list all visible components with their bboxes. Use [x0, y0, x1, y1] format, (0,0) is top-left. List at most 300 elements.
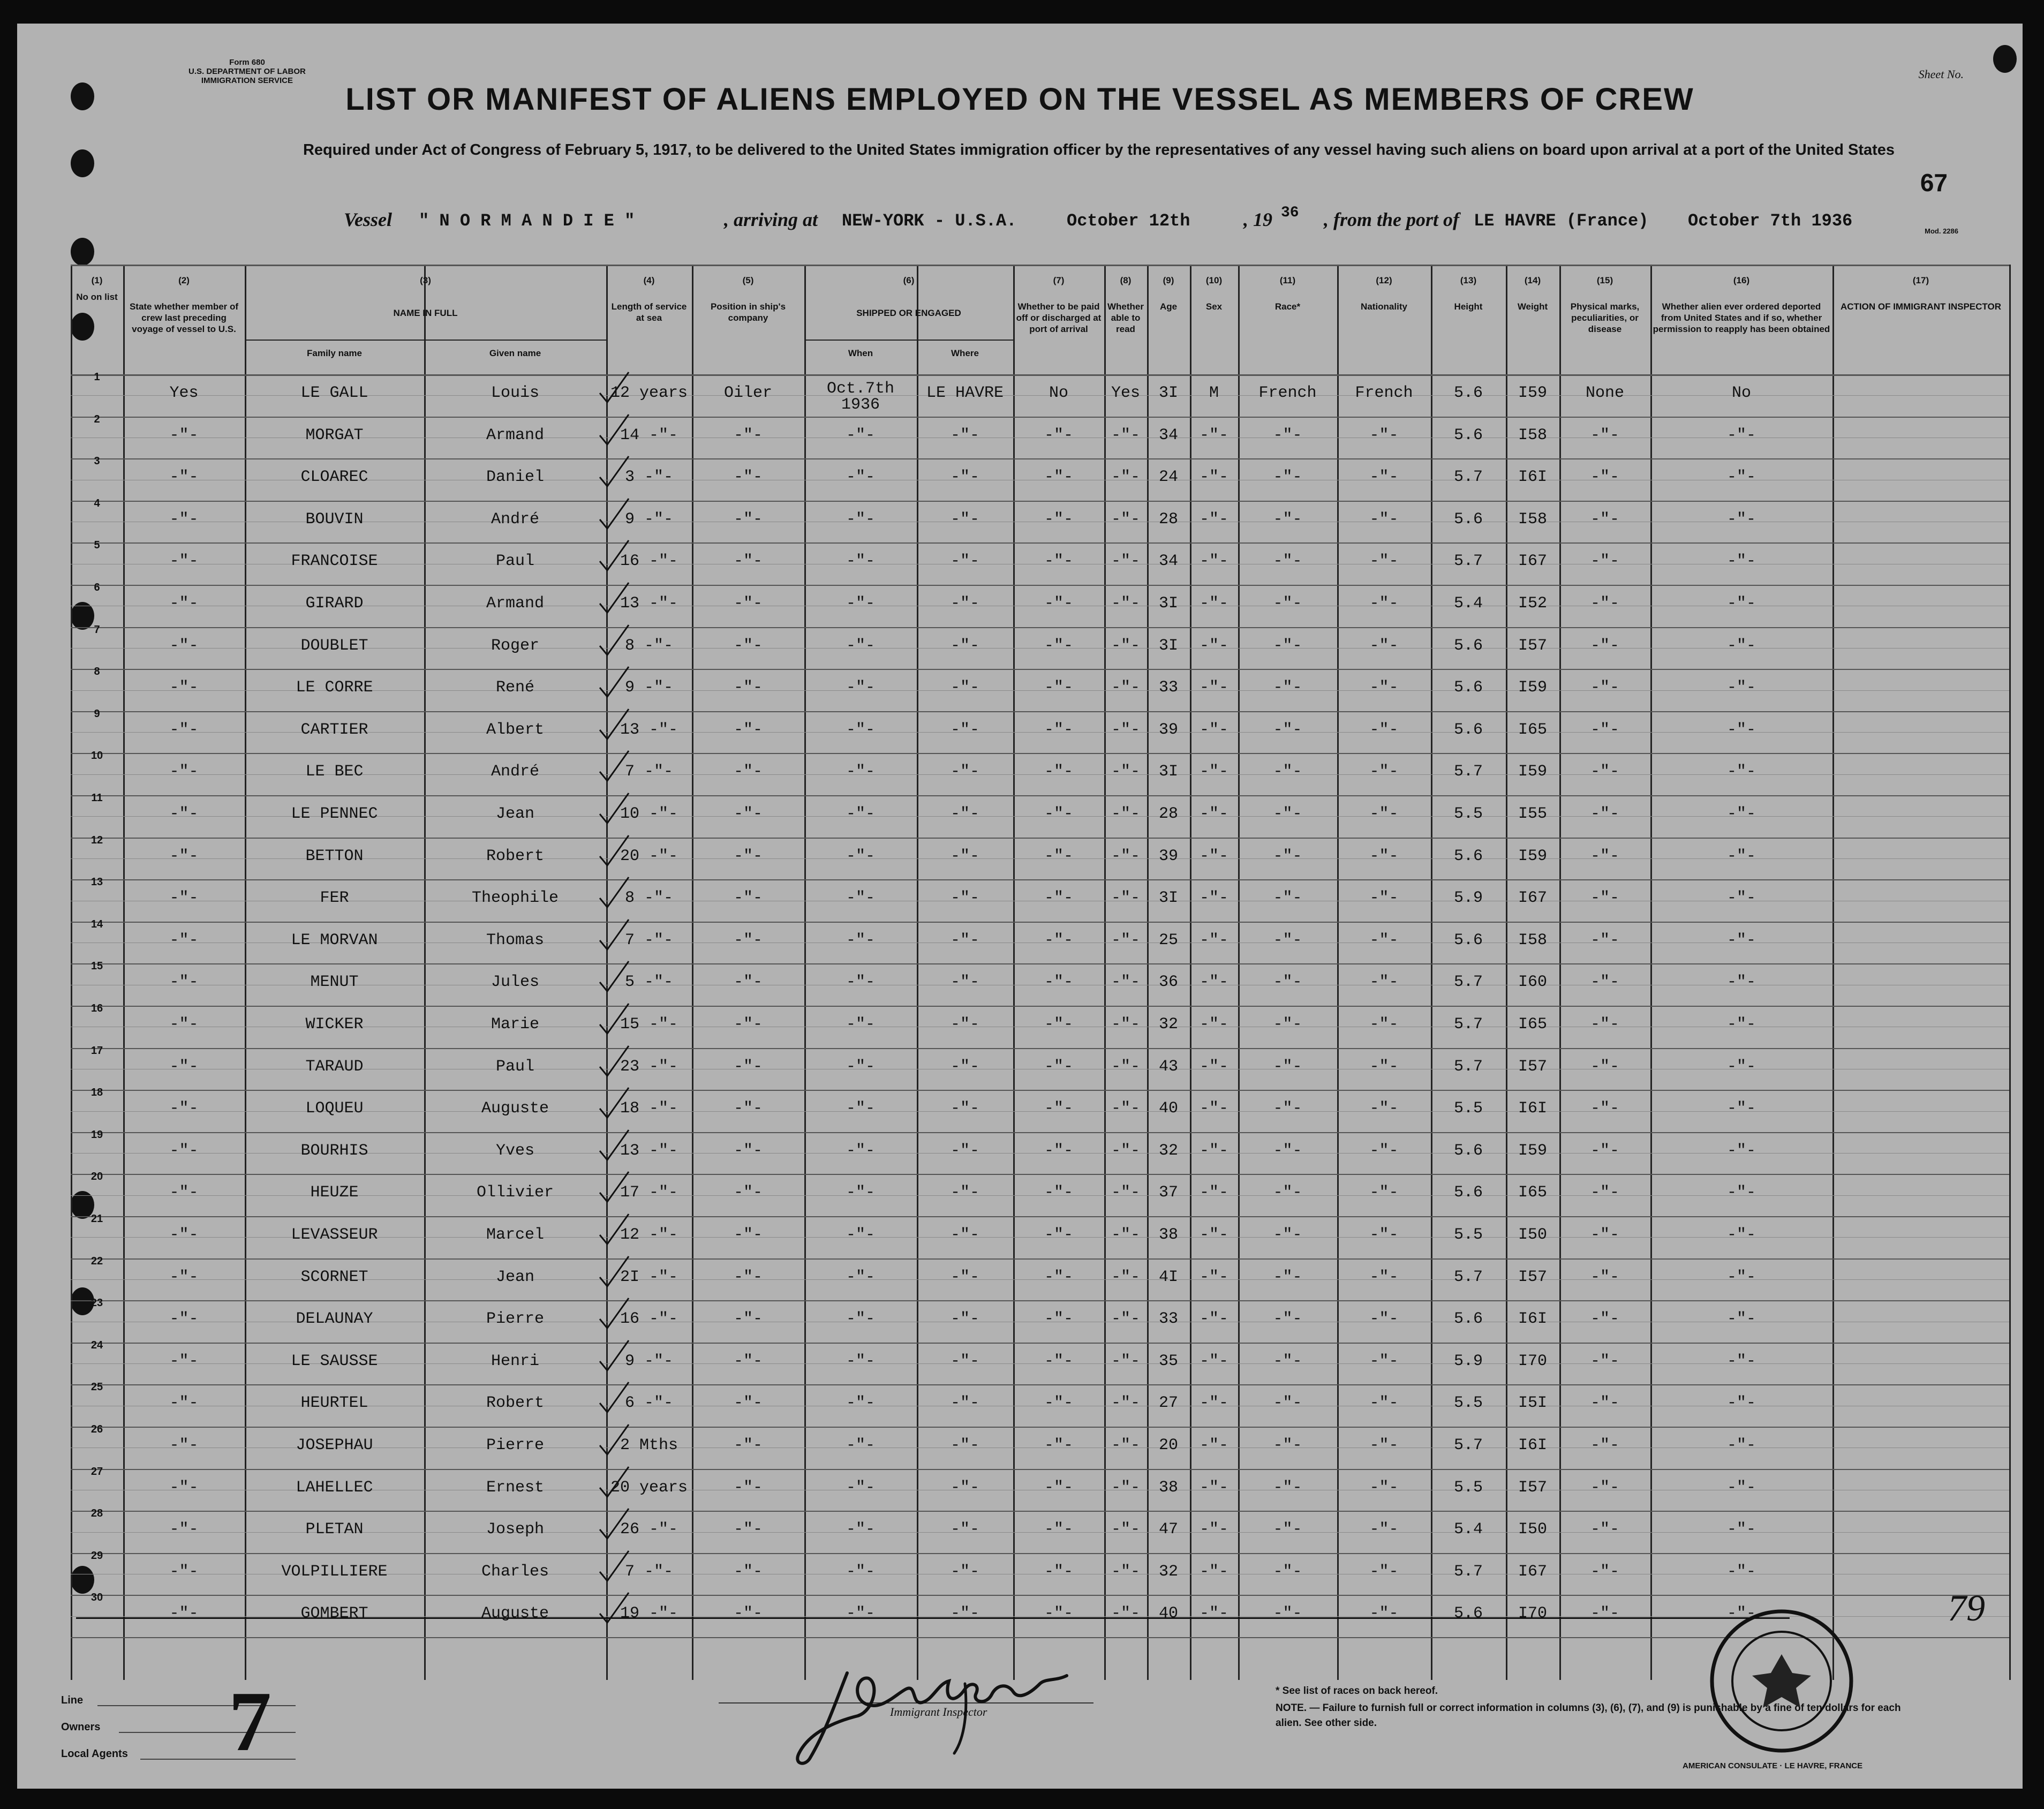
- cell-deported: -"-: [1726, 973, 1756, 992]
- cell-service: 20 -"-: [620, 847, 678, 865]
- cell-read: -"-: [1111, 1268, 1140, 1286]
- cell-nat: -"-: [1369, 889, 1399, 908]
- cell-deported: -"-: [1726, 1015, 1756, 1034]
- punch-hole-icon: [1993, 45, 2017, 73]
- header-number-weight: (14): [1524, 275, 1541, 285]
- cell-deported: -"-: [1726, 889, 1756, 908]
- cell-position: -"-: [733, 720, 763, 739]
- cell-prev: -"-: [169, 1310, 199, 1329]
- cell-sex: -"-: [1199, 1562, 1228, 1581]
- grid-row-line: [71, 1511, 2009, 1512]
- cell-age: 25: [1158, 931, 1178, 949]
- cell-deported: -"-: [1726, 679, 1756, 697]
- cell-age: 32: [1158, 1141, 1178, 1160]
- header-number-service: (4): [643, 275, 655, 285]
- cell-nat: -"-: [1369, 1310, 1399, 1329]
- cell-read: Yes: [1111, 384, 1140, 402]
- margin-handwritten-mark: 79: [1948, 1588, 1985, 1629]
- cell-prev: -"-: [169, 1057, 199, 1076]
- cell-family: HEURTEL: [300, 1394, 368, 1413]
- cell-service: 13 -"-: [620, 1141, 678, 1160]
- cell-family: FRANCOISE: [291, 552, 378, 571]
- cell-marks: -"-: [1590, 889, 1619, 908]
- cell-deported: -"-: [1726, 1352, 1756, 1370]
- cell-marks: -"-: [1590, 426, 1619, 444]
- header-name: NAME IN FULL: [393, 308, 458, 318]
- cell-weight: I67: [1518, 552, 1547, 571]
- cell-position: -"-: [733, 931, 763, 949]
- cell-sex: -"-: [1199, 1394, 1228, 1413]
- grid-subheader-line: [804, 340, 1013, 341]
- cell-given: Paul: [495, 1057, 534, 1076]
- cell-position: -"-: [733, 1141, 763, 1160]
- cell-race: -"-: [1273, 1015, 1302, 1034]
- cell-when: -"-: [846, 1099, 875, 1118]
- check-mark-icon: [595, 1464, 633, 1501]
- note-text: — Failure to furnish full or correct information in columns (3), (6), (7), and (9) is punishable by a fine of ten dollars for each alien. See other side.: [1276, 1702, 1901, 1729]
- cell-sex: -"-: [1199, 1099, 1228, 1118]
- cell-prev: -"-: [169, 805, 199, 823]
- cell-nat: -"-: [1369, 1226, 1399, 1244]
- cell-read: -"-: [1111, 1141, 1140, 1160]
- cell-height: 5.7: [1453, 1268, 1483, 1286]
- cell-deported: -"-: [1726, 510, 1756, 529]
- check-mark-icon: [595, 1379, 633, 1416]
- cell-weight: I58: [1518, 931, 1547, 949]
- cell-where: -"-: [950, 1015, 979, 1034]
- header-nat: Nationality: [1361, 302, 1407, 312]
- cell-nat: -"-: [1369, 931, 1399, 949]
- cell-race: -"-: [1273, 1268, 1302, 1286]
- cell-height: 5.6: [1453, 1141, 1483, 1160]
- cell-family: WICKER: [305, 1015, 364, 1034]
- cell-family: HEUZE: [310, 1184, 359, 1202]
- cell-given: Auguste: [481, 1099, 549, 1118]
- grid-row-line: [71, 963, 2009, 964]
- local-agents-label: Local Agents: [61, 1748, 128, 1760]
- cell-height: 5.5: [1453, 1226, 1483, 1244]
- cell-weight: I70: [1518, 1352, 1547, 1370]
- cell-deported: No: [1731, 384, 1751, 402]
- cell-age: 3I: [1158, 889, 1178, 908]
- cell-where: -"-: [950, 763, 979, 781]
- cell-where: -"-: [950, 973, 979, 992]
- cell-prev: -"-: [169, 1015, 199, 1034]
- grid-column-line: [2009, 265, 2011, 1680]
- cell-position: -"-: [733, 426, 763, 444]
- cell-weight: I58: [1518, 426, 1547, 444]
- cell-race: -"-: [1273, 805, 1302, 823]
- cell-position: -"-: [733, 1394, 763, 1413]
- cell-position: -"-: [733, 1268, 763, 1286]
- subheader-family: Family name: [307, 348, 362, 358]
- cell-read: -"-: [1111, 468, 1140, 487]
- cell-marks: -"-: [1590, 1310, 1619, 1329]
- cell-service: 17 -"-: [620, 1184, 678, 1202]
- cell-given: Paul: [495, 552, 534, 571]
- header-number-height: (13): [1460, 275, 1477, 285]
- cell-when: -"-: [846, 1268, 875, 1286]
- header-race: Race*: [1274, 302, 1301, 312]
- cell-family: TARAUD: [305, 1057, 364, 1076]
- cell-given: Marie: [491, 1015, 539, 1034]
- cell-nat: -"-: [1369, 1057, 1399, 1076]
- cell-deported: -"-: [1726, 1604, 1756, 1623]
- cell-position: -"-: [733, 763, 763, 781]
- check-mark-icon: [595, 1000, 633, 1038]
- cell-where: -"-: [950, 720, 979, 739]
- cell-paid: -"-: [1044, 889, 1073, 908]
- cell-service: 7 -"-: [624, 763, 673, 781]
- cell-nat: -"-: [1369, 552, 1399, 571]
- cell-weight: I6I: [1518, 1310, 1547, 1329]
- cell-service: 10 -"-: [620, 805, 678, 823]
- cell-race: -"-: [1273, 1310, 1302, 1329]
- cell-nat: -"-: [1369, 1268, 1399, 1286]
- cell-when: -"-: [846, 468, 875, 487]
- cell-weight: I59: [1518, 847, 1547, 865]
- cell-read: -"-: [1111, 426, 1140, 444]
- cell-when: -"-: [846, 805, 875, 823]
- cell-read: -"-: [1111, 1099, 1140, 1118]
- cell-nat: -"-: [1369, 1099, 1399, 1118]
- cell-age: 33: [1158, 679, 1178, 697]
- cell-prev: -"-: [169, 1099, 199, 1118]
- header-number-deported: (16): [1733, 275, 1750, 285]
- cell-paid: -"-: [1044, 763, 1073, 781]
- cell-service: 9 -"-: [624, 1352, 673, 1370]
- cell-age: 40: [1158, 1604, 1178, 1623]
- cell-paid: -"-: [1044, 1226, 1073, 1244]
- cell-given: Charles: [481, 1562, 549, 1581]
- subheader-where: Where: [951, 348, 979, 358]
- cell-paid: -"-: [1044, 1141, 1073, 1160]
- cell-deported: -"-: [1726, 1436, 1756, 1454]
- cell-when: -"-: [846, 847, 875, 865]
- cell-marks: -"-: [1590, 763, 1619, 781]
- cell-no: 27: [90, 1465, 103, 1478]
- cell-when: -"-: [846, 1394, 875, 1413]
- cell-no: 8: [94, 666, 100, 678]
- cell-service: 2 Mths: [620, 1436, 678, 1454]
- cell-family: LE SAUSSE: [291, 1352, 378, 1370]
- cell-paid: -"-: [1044, 1520, 1073, 1539]
- cell-deported: -"-: [1726, 636, 1756, 655]
- cell-prev: -"-: [169, 679, 199, 697]
- cell-no: 6: [94, 582, 100, 593]
- arrival-port: NEW-YORK - U.S.A.: [842, 211, 1017, 231]
- grid-row-line: [71, 585, 2009, 586]
- cell-sex: -"-: [1199, 1057, 1228, 1076]
- mod-number: Mod. 2286: [1925, 227, 1958, 235]
- cell-weight: I59: [1518, 384, 1547, 402]
- cell-when: -"-: [846, 720, 875, 739]
- cell-when: -"-: [846, 1562, 875, 1581]
- header-number-no: (1): [91, 275, 103, 285]
- cell-race: -"-: [1273, 636, 1302, 655]
- cell-marks: -"-: [1590, 847, 1619, 865]
- cell-age: 20: [1158, 1436, 1178, 1454]
- cell-age: 38: [1158, 1478, 1178, 1497]
- cell-paid: -"-: [1044, 426, 1073, 444]
- cell-no: 1: [94, 371, 100, 383]
- cell-height: 5.6: [1453, 384, 1483, 402]
- cell-marks: -"-: [1590, 636, 1619, 655]
- cell-prev: -"-: [169, 973, 199, 992]
- grid-header-line: [71, 374, 2009, 376]
- check-mark-icon: [595, 790, 633, 827]
- cell-when: -"-: [846, 1478, 875, 1497]
- cell-given: Jules: [491, 973, 539, 992]
- cell-paid: -"-: [1044, 468, 1073, 487]
- header-number-race: (11): [1279, 275, 1296, 285]
- check-mark-icon: [595, 1211, 633, 1248]
- cell-age: 33: [1158, 1310, 1178, 1329]
- cell-given: Jean: [495, 805, 534, 823]
- cell-service: 9 -"-: [624, 510, 673, 529]
- cell-race: -"-: [1273, 1436, 1302, 1454]
- cell-marks: -"-: [1590, 973, 1619, 992]
- grid-row-line: [71, 711, 2009, 712]
- cell-height: 5.6: [1453, 679, 1483, 697]
- grid-row-line: [71, 1469, 2009, 1470]
- cell-sex: -"-: [1199, 510, 1228, 529]
- cell-age: 24: [1158, 468, 1178, 487]
- cell-given: Louis: [491, 384, 539, 402]
- cell-marks: -"-: [1590, 594, 1619, 613]
- cell-service: 23 -"-: [620, 1057, 678, 1076]
- cell-weight: I57: [1518, 636, 1547, 655]
- cell-sex: -"-: [1199, 1226, 1228, 1244]
- cell-service: 26 -"-: [620, 1520, 678, 1539]
- check-mark-icon: [595, 537, 633, 575]
- cell-height: 5.4: [1453, 1520, 1483, 1539]
- cell-no: 21: [90, 1213, 103, 1225]
- grid-row-line: [71, 1595, 2009, 1596]
- cell-paid: -"-: [1044, 1436, 1073, 1454]
- cell-where: LE HAVRE: [926, 384, 1004, 402]
- cell-service: 6 -"-: [624, 1394, 673, 1413]
- cell-sex: -"-: [1199, 468, 1228, 487]
- cell-read: -"-: [1111, 1057, 1140, 1076]
- header-sex: Sex: [1205, 302, 1223, 312]
- cell-no: 5: [94, 539, 100, 552]
- cell-read: -"-: [1111, 1015, 1140, 1034]
- grid-row-line: [71, 1132, 2009, 1133]
- cell-when: -"-: [846, 1226, 875, 1244]
- cell-paid: -"-: [1044, 1184, 1073, 1202]
- cell-no: 30: [90, 1592, 103, 1604]
- cell-position: -"-: [733, 1520, 763, 1539]
- cell-given: Pierre: [486, 1436, 545, 1454]
- cell-nat: -"-: [1369, 1436, 1399, 1454]
- cell-given: Albert: [486, 720, 545, 739]
- cell-family: FER: [320, 889, 349, 908]
- check-mark-icon: [595, 1127, 633, 1164]
- cell-nat: -"-: [1369, 1141, 1399, 1160]
- cell-paid: -"-: [1044, 636, 1073, 655]
- header-read: Whether able to read: [1107, 302, 1144, 334]
- cell-nat: -"-: [1369, 1394, 1399, 1413]
- check-mark-icon: [595, 411, 633, 449]
- grid-row-line: [71, 542, 2009, 544]
- cell-when: -"-: [846, 636, 875, 655]
- cell-family: BOURHIS: [300, 1141, 368, 1160]
- cell-age: 37: [1158, 1184, 1178, 1202]
- departure-date: October 7th 1936: [1688, 211, 1853, 231]
- cell-prev: -"-: [169, 1604, 199, 1623]
- cell-read: -"-: [1111, 552, 1140, 571]
- cell-height: 5.7: [1453, 552, 1483, 571]
- cell-prev: -"-: [169, 468, 199, 487]
- cell-prev: -"-: [169, 1520, 199, 1539]
- cell-no: 17: [90, 1044, 103, 1057]
- cell-where: -"-: [950, 594, 979, 613]
- cell-no: 12: [90, 834, 103, 846]
- cell-where: -"-: [950, 805, 979, 823]
- cell-read: -"-: [1111, 510, 1140, 529]
- cell-when: -"-: [846, 1352, 875, 1370]
- grid-row-line: [71, 922, 2009, 923]
- cell-deported: -"-: [1726, 1562, 1756, 1581]
- header-number-name: (3): [420, 275, 431, 285]
- cell-height: 5.6: [1453, 510, 1483, 529]
- cell-no: 2: [94, 413, 100, 425]
- cell-weight: I57: [1518, 1268, 1547, 1286]
- check-mark-icon: [595, 622, 633, 659]
- cell-family: CLOAREC: [300, 468, 368, 487]
- cell-age: 39: [1158, 720, 1178, 739]
- cell-race: -"-: [1273, 763, 1302, 781]
- cell-deported: -"-: [1726, 931, 1756, 949]
- cell-no: 16: [90, 1003, 103, 1014]
- cell-height: 5.6: [1453, 931, 1483, 949]
- cell-given: Roger: [491, 636, 539, 655]
- cell-when: -"-: [846, 426, 875, 444]
- cell-family: VOLPILLIERE: [281, 1562, 388, 1581]
- cell-prev: -"-: [169, 1478, 199, 1497]
- cell-deported: -"-: [1726, 847, 1756, 865]
- cell-sex: -"-: [1199, 1141, 1228, 1160]
- cell-sex: -"-: [1199, 1478, 1228, 1497]
- header-prev: State whether member of crew last preceding voyage of vessel to U.S.: [129, 302, 239, 334]
- cell-height: 5.4: [1453, 594, 1483, 613]
- cell-where: -"-: [950, 1141, 979, 1160]
- cell-paid: -"-: [1044, 1562, 1073, 1581]
- cell-race: -"-: [1273, 1099, 1302, 1118]
- cell-weight: I59: [1518, 763, 1547, 781]
- cell-sex: -"-: [1199, 1310, 1228, 1329]
- cell-given: Jean: [495, 1268, 534, 1286]
- cell-race: -"-: [1273, 1184, 1302, 1202]
- cell-prev: -"-: [169, 636, 199, 655]
- cell-service: 8 -"-: [624, 636, 673, 655]
- cell-family: SCORNET: [300, 1268, 368, 1286]
- cell-family: GIRARD: [305, 594, 364, 613]
- cell-family: PLETAN: [305, 1520, 364, 1539]
- cell-read: -"-: [1111, 679, 1140, 697]
- race-note: * See list of races on back hereof.: [1276, 1685, 1438, 1697]
- cell-service: 13 -"-: [620, 720, 678, 739]
- cell-paid: -"-: [1044, 931, 1073, 949]
- cell-no: 14: [90, 918, 103, 930]
- cell-age: 32: [1158, 1015, 1178, 1034]
- cell-marks: -"-: [1590, 552, 1619, 571]
- page-number: 67: [1920, 169, 1948, 197]
- cell-marks: -"-: [1590, 1268, 1619, 1286]
- strikethrough-row-30: [76, 1617, 1790, 1619]
- cell-nat: -"-: [1369, 1184, 1399, 1202]
- cell-position: -"-: [733, 889, 763, 908]
- cell-where: -"-: [950, 1057, 979, 1076]
- cell-where: -"-: [950, 1478, 979, 1497]
- cell-no: 11: [91, 792, 103, 804]
- form-identifier: Form 680 U.S. DEPARTMENT OF LABOR IMMIGRATION SERVICE: [188, 58, 306, 85]
- cell-age: 36: [1158, 973, 1178, 992]
- cell-service: 2I -"-: [620, 1268, 678, 1286]
- cell-prev: -"-: [169, 1226, 199, 1244]
- cell-nat: -"-: [1369, 1015, 1399, 1034]
- cell-when: -"-: [846, 1015, 875, 1034]
- cell-read: -"-: [1111, 594, 1140, 613]
- cell-weight: I5I: [1518, 1394, 1547, 1413]
- cell-marks: None: [1585, 384, 1624, 402]
- cell-weight: I67: [1518, 1562, 1547, 1581]
- cell-nat: French: [1355, 384, 1413, 402]
- header-paid: Whether to be paid off or discharged at port of arrival: [1016, 302, 1102, 334]
- cell-race: -"-: [1273, 889, 1302, 908]
- cell-marks: -"-: [1590, 1562, 1619, 1581]
- cell-weight: I59: [1518, 1141, 1547, 1160]
- cell-family: GOMBERT: [300, 1604, 368, 1623]
- cell-where: -"-: [950, 468, 979, 487]
- cell-given: Robert: [486, 1394, 545, 1413]
- cell-position: -"-: [733, 805, 763, 823]
- cell-nat: -"-: [1369, 720, 1399, 739]
- check-mark-icon: [595, 1548, 633, 1585]
- grid-row-line: [71, 795, 2009, 796]
- cell-paid: -"-: [1044, 552, 1073, 571]
- cell-sex: -"-: [1199, 1436, 1228, 1454]
- cell-nat: -"-: [1369, 679, 1399, 697]
- grid-row-line: [71, 627, 2009, 628]
- grid-row-line: [71, 417, 2009, 418]
- line-label: Line: [61, 1694, 84, 1706]
- cell-sex: -"-: [1199, 763, 1228, 781]
- consulate-seal-icon: [1704, 1603, 1859, 1759]
- cell-service: 8 -"-: [624, 889, 673, 908]
- cell-prev: -"-: [169, 889, 199, 908]
- check-mark-icon: [595, 495, 633, 533]
- page-title: LIST OR MANIFEST OF ALIENS EMPLOYED ON THE VESSEL AS MEMBERS OF CREW: [345, 82, 1694, 117]
- check-mark-icon: [595, 1421, 633, 1459]
- cell-when: -"-: [846, 679, 875, 697]
- cell-marks: -"-: [1590, 1352, 1619, 1370]
- cell-where: -"-: [950, 1562, 979, 1581]
- cell-nat: -"-: [1369, 973, 1399, 992]
- header-action: ACTION OF IMMIGRANT INSPECTOR: [1840, 302, 2001, 312]
- cell-deported: -"-: [1726, 805, 1756, 823]
- cell-read: -"-: [1111, 1520, 1140, 1539]
- cell-age: 35: [1158, 1352, 1178, 1370]
- cell-paid: -"-: [1044, 973, 1073, 992]
- cell-family: DELAUNAY: [296, 1310, 373, 1329]
- cell-paid: -"-: [1044, 1310, 1073, 1329]
- cell-where: -"-: [950, 1520, 979, 1539]
- cell-service: 7 -"-: [624, 1562, 673, 1581]
- check-mark-icon: [595, 874, 633, 911]
- sheet-number-label: Sheet No.: [1918, 67, 1964, 81]
